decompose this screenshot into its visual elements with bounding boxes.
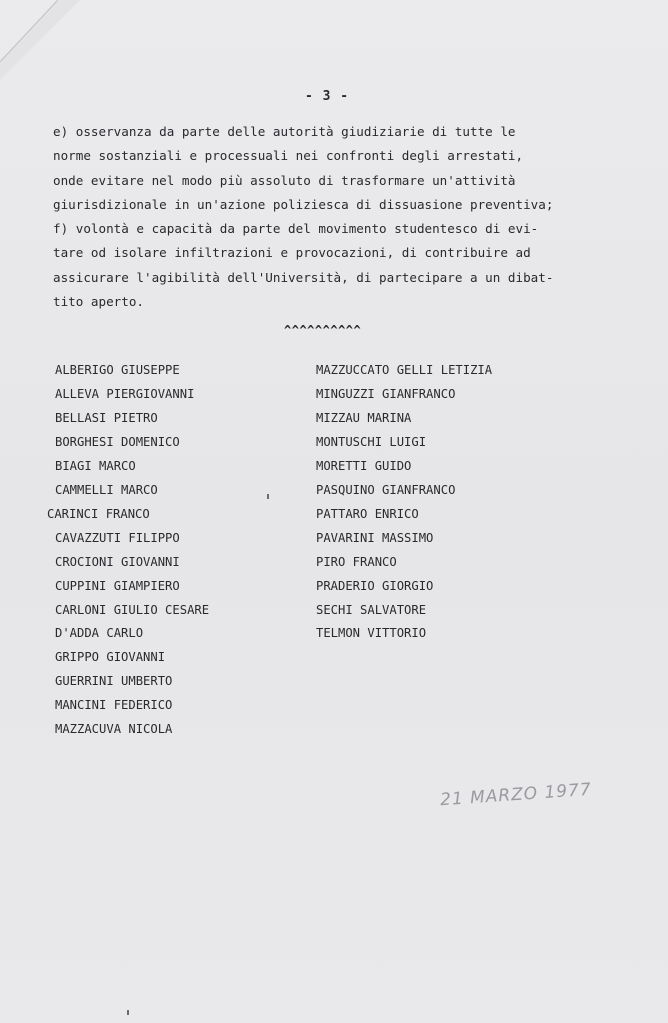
- signatory-name: BELLASI PIETRO: [55, 410, 158, 425]
- signatory-name: CARINCI FRANCO: [47, 506, 150, 521]
- signatory-name: MAZZACUVA NICOLA: [55, 722, 173, 737]
- signatory-name: MONTUSCHI LUIGI: [316, 434, 427, 449]
- signatory-name: CROCIONI GIOVANNI: [55, 554, 180, 569]
- signatories-left-column: [47, 359, 210, 742]
- paragraph-line: e) osservanza da parte delle autorità giudiziarie di tutte le: [53, 124, 516, 139]
- signatory-name: ALLEVA PIERGIOVANNI: [55, 386, 195, 401]
- paper-speck: [267, 494, 269, 499]
- signatory-name: BORGHESI DOMENICO: [55, 434, 180, 449]
- handwritten-date: 21 MARZO 1977: [439, 779, 593, 811]
- signatory-name: CUPPINI GIAMPIERO: [55, 578, 180, 593]
- signatory-name: D'ADDA CARLO: [55, 626, 144, 641]
- paragraph-line: tito aperto.: [53, 294, 144, 310]
- signatories-right-column: [316, 359, 492, 646]
- signatory-name: GRIPPO GIOVANNI: [55, 650, 166, 665]
- signatory-name: PASQUINO GIANFRANCO: [316, 482, 456, 497]
- paragraph-line: onde evitare nel modo più assoluto di trasformare un'attività: [53, 172, 516, 188]
- signatory-name: CARLONI GIULIO CESARE: [55, 602, 210, 617]
- paragraph-line: giurisdizionale in un'azione poliziesca di dissuasione preventiva;: [53, 196, 554, 212]
- signatory-name: CAMMELLI MARCO: [55, 482, 158, 497]
- signatory-name: PRADERIO GIORGIO: [316, 578, 434, 593]
- section-separator: ^^^^^^^^^^: [284, 323, 362, 337]
- paragraph-line: norme sostanziali e processuali nei confronti degli arrestati,: [53, 148, 524, 164]
- signatory-name: PAVARINI MASSIMO: [316, 530, 434, 545]
- signatory-name: PIRO FRANCO: [316, 554, 397, 569]
- page-number: - 3 -: [305, 89, 350, 104]
- body-paragraph: [53, 120, 603, 314]
- signatory-name: BIAGI MARCO: [55, 458, 136, 473]
- signatory-name: MIZZAU MARINA: [316, 410, 412, 425]
- signatory-name: SECHI SALVATORE: [316, 602, 427, 617]
- paragraph-line: tare od isolare infiltrazioni e provocazioni, di contribuire ad: [53, 245, 531, 261]
- folded-corner-mark: [0, 0, 80, 80]
- signatory-name: TELMON VITTORIO: [316, 626, 427, 641]
- signatory-name: MORETTI GUIDO: [316, 458, 412, 473]
- paragraph-line: f) volontà e capacità da parte del movimento studentesco di evi-: [53, 221, 539, 237]
- paragraph-line: assicurare l'agibilità dell'Università, di partecipare a un dibat-: [53, 269, 554, 285]
- signatory-name: GUERRINI UMBERTO: [55, 674, 173, 689]
- signatory-name: MANCINI FEDERICO: [55, 698, 173, 713]
- signatory-name: PATTARO ENRICO: [316, 506, 419, 521]
- signatory-name: CAVAZZUTI FILIPPO: [55, 530, 180, 545]
- signatory-name: MINGUZZI GIANFRANCO: [316, 386, 456, 401]
- signatory-name: MAZZUCCATO GELLI LETIZIA: [316, 363, 493, 377]
- signatory-name: ALBERIGO GIUSEPPE: [55, 363, 180, 377]
- paper-speck: [127, 1010, 129, 1015]
